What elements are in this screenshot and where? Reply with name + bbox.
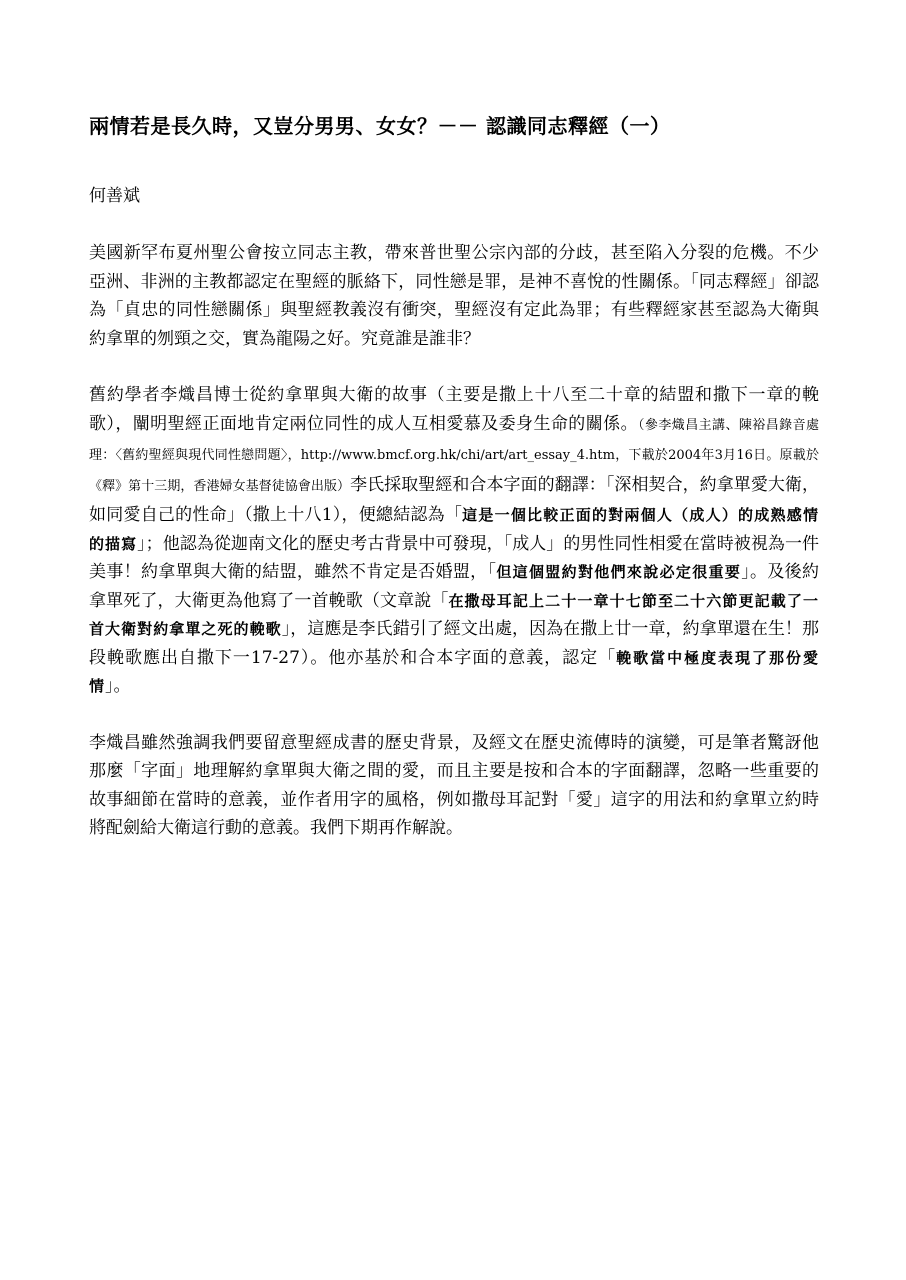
article	[89, 112, 819, 871]
paragraph-1: 美國新罕布夏州聖公會按立同志主教，帶來普世聖公宗內部的分歧，甚至陷入分裂的危機。不少亞洲、非洲的主教都認定在聖經的脈絡下，同性戀是罪，是神不喜悅的性關係。「同志釋經」卻認為「貞忠的同性戀關係」與聖經教義沒有衝突，聖經沒有定此為罪；有些釋經家甚至認為大衛與約拿單的刎頸之交，實為龍陽之好。究竟誰是誰非？	[89, 243, 819, 349]
paragraph-2-text-4: 」。及後約拿單死了，大衛更為他寫了一首輓歌（文章說「	[89, 562, 820, 611]
article-title: 兩情若是長久時，又豈分男男、女女？－－ 認識同志釋經（一）	[89, 114, 671, 138]
paragraph-2-text-3: 」；他認為從迦南文化的歷史考古背景中可發現，「成人」的男性同性相愛在當時被視為一件美事！約拿單與大衛的結盟，雖然不肯定是否婚盟，「	[89, 533, 819, 582]
paragraph-2-text-1: 舊約學者李熾昌博士從約拿單與大衛的故事（主要是撒上十八至二十章的結盟和撒下一章的輓歌），闡明聖經正面地肯定兩位同性的成人互相愛慕及委身生命的關係。	[89, 385, 819, 434]
quote-2: 但這個盟約對他們來說必定很重要	[496, 563, 742, 581]
reference-note: （參李熾昌主講、陳裕昌錄音處理：〈舊約聖經與現代同性戀問題〉，http://www.bmcf.org.hk/chi/art/art_essay_4.htm，下載於2004年3月16日。原載於《釋》第十三期，香港婦女基督徒協會出版）	[89, 417, 819, 494]
paragraph-3: 李熾昌雖然強調我們要留意聖經成書的歷史背景，及經文在歷史流傳時的演變，可是筆者驚訝他那麼「字面」地理解約拿單與大衛之間的愛，而且主要是按和合本的字面翻譯，忽略一些重要的故事細節在當時的意義，並作者用字的風格，例如撒母耳記對「愛」這字的用法和約拿單立約時將配劍給大衛這行動的意義。我們下期再作解說。	[89, 732, 819, 838]
paragraph-2-text-5: 」，這應是李氏錯引了經文出處，因為在撒上廿一章，約拿單還在生！那段輓歌應出自撒下一17-27）。他亦基於和合本字面的意義，認定「	[89, 619, 819, 668]
paragraph-2	[89, 381, 819, 701]
paragraph-2-text-6: 」。	[105, 676, 131, 696]
quote-4: 輓歌當中極度表現了那份愛情	[89, 648, 819, 695]
quote-3: 在撒母耳記上二十一章十七節至二十六節更記載了一首大衛對約拿單之死的輓歌	[89, 591, 819, 638]
paragraph-2-text-2: 李氏採取聖經和合本字面的翻譯：「深相契合，約拿單愛大衛，如同愛自己的性命」（撒上十八1），便總結認為「	[89, 474, 819, 525]
quote-1: 這是一個比較正面的對兩個人（成人）的成熟感情的描寫	[89, 506, 819, 553]
article-author: 何善斌	[89, 186, 140, 206]
